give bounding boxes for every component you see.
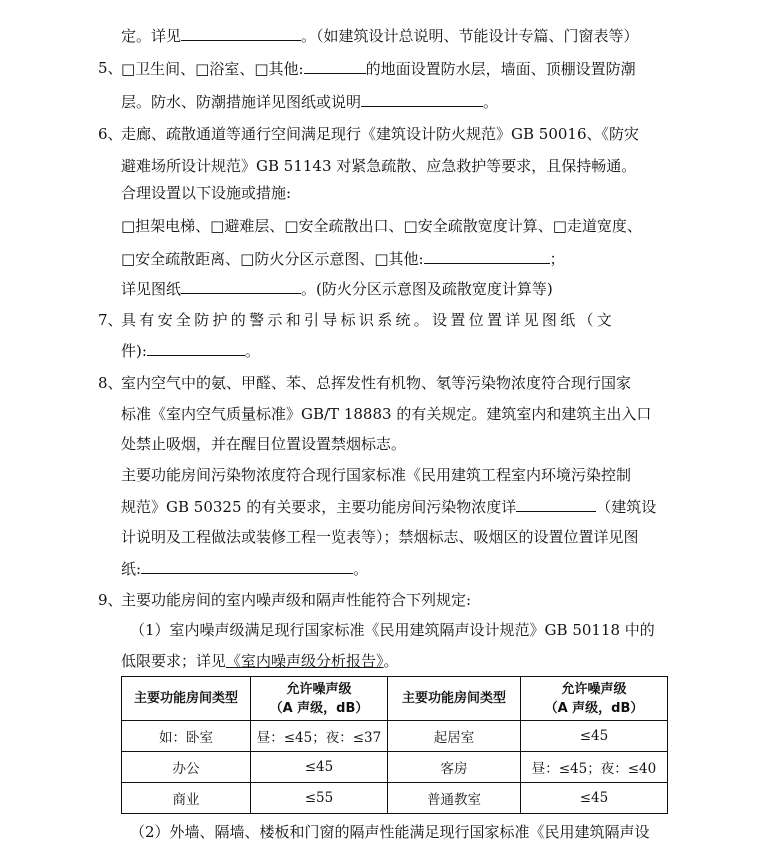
text-segment: 定。详见 [121,27,182,45]
text-line [121,91,498,112]
text-segment: 的地面设置防水层，墙面、顶棚设置防潮 [365,60,636,78]
text-line: 避难场所设计规范》GB 51143 对紧急疏散、应急救护等要求，且保持畅通。 [121,157,637,175]
text-segment: （建筑设 [596,498,657,516]
fill-in-blank[interactable] [304,58,366,74]
text-segment: □卫生间、□浴室、□其他: [121,60,304,78]
header-line: （A 声级，dB） [269,700,369,716]
table-header-row [122,677,668,721]
fill-in-blank[interactable] [147,340,245,356]
item-number: 8、 [98,374,123,392]
item-number: 5、 [98,59,123,77]
text-segment: 。 [244,342,260,360]
column-header [521,677,668,721]
table-row [122,721,668,752]
text-segment: 件): [121,342,147,360]
noise-level-table [121,676,668,814]
text-line: 合理设置以下设施或措施: [121,184,292,202]
table-cell: 起居室 [388,721,521,752]
fill-in-blank[interactable] [424,248,550,264]
header-line: （A 声级，dB） [544,700,644,716]
header-line: 允许噪声级 [286,681,352,697]
text-segment: 层。防水、防潮措施详见图纸或说明 [121,93,362,111]
fill-in-blank[interactable] [181,25,301,41]
text-line: 计说明及工程做法或装修工程一览表等）；禁烟标志、吸烟区的设置位置详见图 [121,528,639,546]
text-line: 主要功能房间的室内噪声级和隔声性能符合下列规定: [121,591,472,609]
table-cell: 办公 [122,752,251,783]
text-line [121,248,565,269]
item-number: 9、 [98,591,123,609]
text-segment: 纸: [121,560,142,578]
text-line: （2）外墙、隔墙、楼板和门窗的隔声性能满足现行国家标准《民用建筑隔声设 [130,823,650,841]
table-cell: ≤45 [251,752,388,783]
text-segment: 。 [353,560,369,578]
item-number: 7、 [98,311,123,329]
text-line: 具有安全防护的警示和引导标识系统。设置位置详见图纸（文 [121,311,616,329]
text-line [121,25,639,46]
text-line [121,651,399,671]
text-line [121,340,260,361]
table-row [122,752,668,783]
table-cell: 客房 [388,752,521,783]
text-line: 处禁止吸烟，并在醒目位置设置禁烟标志。 [121,435,407,453]
table-cell: 商业 [122,783,251,814]
text-line [121,58,636,79]
table-cell: ≤45 [521,783,668,814]
text-line: □担架电梯、□避难层、□安全疏散出口、□安全疏散宽度计算、□走道宽度、 [121,217,642,235]
header-line: 允许噪声级 [561,681,627,697]
text-segment: 低限要求；详见 [121,652,227,670]
table-cell: 昼：≤45；夜：≤40 [521,752,668,783]
table-cell: ≤45 [521,721,668,752]
table-cell: 普通教室 [388,783,521,814]
fill-in-blank[interactable] [181,278,301,294]
column-header: 主要功能房间类型 [122,677,251,721]
fill-in-blank[interactable] [141,558,353,574]
fill-in-blank[interactable] [361,91,483,107]
text-line: 标准《室内空气质量标准》GB/T 18883 的有关规定。建筑室内和建筑主出入口 [121,405,652,423]
text-line [121,278,553,299]
text-segment: 。(防火分区示意图及疏散宽度计算等) [301,280,553,298]
item-number: 6、 [98,125,123,143]
text-segment: 规范》GB 50325 的有关要求，主要功能房间污染物浓度详 [121,498,517,516]
column-header [251,677,388,721]
text-line: 主要功能房间污染物浓度符合现行国家标准《民用建筑工程室内环境污染控制 [121,466,632,484]
text-segment: 。 [383,652,399,670]
table-cell: ≤55 [251,783,388,814]
table-cell: 如：卧室 [122,721,251,752]
column-header: 主要功能房间类型 [388,677,521,721]
table-cell: 昼：≤45；夜：≤37 [251,721,388,752]
text-segment: 。 [483,93,499,111]
text-segment: 详见图纸 [121,280,182,298]
text-segment: 。（如建筑设计总说明、节能设计专篇、门窗表等） [301,27,639,45]
fill-in-blank[interactable] [516,496,596,512]
text-segment: ； [549,250,565,268]
text-segment: □安全疏散距离、□防火分区示意图、□其他: [121,250,424,268]
text-line: （1）室内噪声级满足现行国家标准《民用建筑隔声设计规范》GB 50118 中的 [130,621,655,639]
text-line [121,558,368,579]
text-line: 走廊、疏散通道等通行空间满足现行《建筑设计防火规范》GB 50016、《防灾 [121,125,639,143]
table-row [122,783,668,814]
report-reference: 《室内噪声级分析报告》 [226,652,384,670]
text-line [121,496,656,517]
text-line: 室内空气中的氨、甲醛、苯、总挥发性有机物、氡等污染物浓度符合现行国家 [121,374,632,392]
